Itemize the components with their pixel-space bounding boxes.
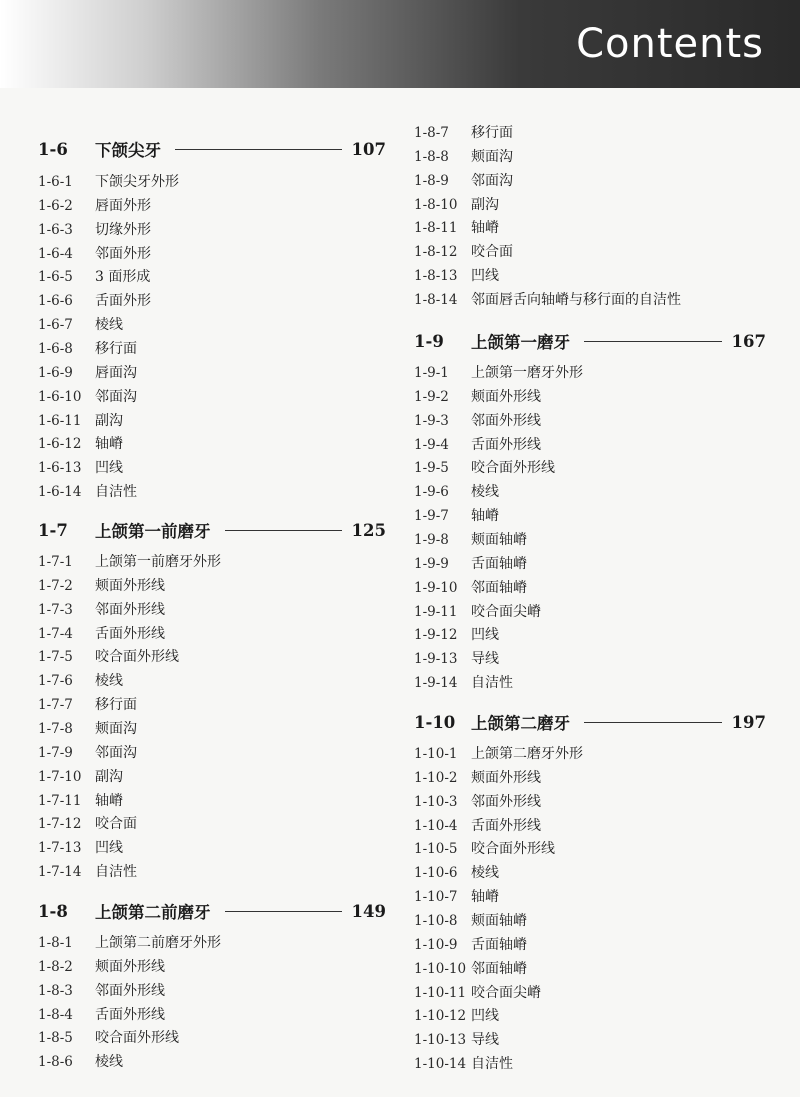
entry-number: 1-8-11 bbox=[414, 220, 458, 237]
entry-number: 1-8-3 bbox=[38, 982, 73, 999]
entry-number: 1-6-6 bbox=[38, 293, 73, 310]
entry-title: 舌面轴嵴 bbox=[471, 555, 527, 572]
toc-entry[interactable] bbox=[414, 385, 541, 409]
entry-number: 1-9-11 bbox=[414, 603, 458, 620]
toc-entry[interactable] bbox=[38, 409, 123, 433]
entry-title: 自洁性 bbox=[95, 864, 137, 880]
entry-title: 颊面外形线 bbox=[471, 769, 541, 786]
toc-entry[interactable] bbox=[414, 480, 499, 504]
entry-title: 邻面外形线 bbox=[95, 601, 165, 618]
entry-title: 咬合面 bbox=[95, 816, 137, 833]
toc-entry[interactable] bbox=[414, 1028, 499, 1052]
entry-title: 咬合面外形线 bbox=[471, 460, 555, 477]
toc-entry[interactable] bbox=[38, 265, 150, 289]
toc-entry[interactable] bbox=[38, 693, 137, 717]
toc-entry[interactable] bbox=[414, 766, 541, 790]
entry-title: 上颌第二前磨牙外形 bbox=[95, 935, 221, 951]
entry-title: 咬合面尖嵴 bbox=[471, 603, 541, 620]
toc-entry[interactable] bbox=[38, 385, 137, 409]
entry-title: 移行面 bbox=[95, 697, 137, 714]
entry-title: 邻面轴嵴 bbox=[471, 579, 527, 596]
toc-entry[interactable] bbox=[414, 504, 499, 528]
entry-title: 棱线 bbox=[95, 317, 123, 334]
entry-number: 1-7-4 bbox=[38, 625, 73, 642]
toc-entry[interactable] bbox=[38, 480, 137, 504]
toc-entry[interactable] bbox=[414, 1052, 513, 1076]
entry-title: 凹线 bbox=[471, 627, 499, 644]
toc-entry[interactable] bbox=[38, 836, 123, 860]
toc-entry[interactable] bbox=[38, 550, 221, 574]
entry-number: 1-9-8 bbox=[414, 532, 449, 548]
entry-title: 邻面沟 bbox=[95, 744, 137, 761]
toc-entry[interactable] bbox=[414, 456, 555, 480]
toc-entry[interactable] bbox=[414, 528, 527, 552]
leader-rule bbox=[225, 530, 342, 531]
entry-title: 棱线 bbox=[471, 865, 499, 882]
entry-title: 副沟 bbox=[95, 768, 123, 785]
entry-number: 1-6-1 bbox=[38, 174, 73, 190]
entry-title: 咬合面外形线 bbox=[471, 841, 555, 858]
toc-entry[interactable] bbox=[414, 600, 541, 624]
entry-title: 副沟 bbox=[95, 412, 123, 429]
toc-entry[interactable] bbox=[38, 645, 179, 669]
toc-entry[interactable] bbox=[38, 669, 123, 693]
toc-entry[interactable] bbox=[414, 885, 499, 909]
entry-number: 1-9-12 bbox=[414, 627, 458, 644]
toc-entry[interactable] bbox=[414, 981, 541, 1005]
section-title: 上颌第一前磨牙 bbox=[95, 522, 211, 541]
entry-title: 唇面沟 bbox=[95, 364, 137, 381]
toc-entry[interactable] bbox=[414, 121, 513, 145]
toc-entry[interactable] bbox=[38, 432, 123, 456]
entry-title: 颊面外形线 bbox=[95, 577, 165, 594]
toc-entry[interactable] bbox=[414, 361, 583, 385]
toc-entry[interactable] bbox=[38, 955, 165, 979]
toc-entry[interactable] bbox=[38, 313, 123, 337]
entry-title: 副沟 bbox=[471, 196, 499, 213]
toc-entry[interactable] bbox=[414, 861, 499, 885]
toc-entry[interactable] bbox=[414, 240, 513, 264]
toc-entry[interactable] bbox=[414, 1004, 499, 1028]
entry-number: 1-7-2 bbox=[38, 577, 73, 594]
entry-title: 自洁性 bbox=[95, 484, 137, 501]
section-1-8-heading[interactable] bbox=[38, 897, 386, 925]
toc-entry[interactable] bbox=[38, 598, 165, 622]
entry-number: 1-9-4 bbox=[414, 436, 449, 453]
entry-number: 1-9-14 bbox=[414, 675, 458, 691]
entry-number: 1-10-2 bbox=[414, 769, 458, 786]
entry-number: 1-9-1 bbox=[414, 365, 449, 381]
entry-title: 邻面外形线 bbox=[95, 982, 165, 999]
entry-number: 1-6-7 bbox=[38, 317, 73, 334]
toc-entry[interactable] bbox=[414, 814, 541, 838]
toc-entry[interactable] bbox=[414, 623, 499, 647]
entry-title: 3 面形成 bbox=[95, 269, 151, 286]
entry-title: 舌面轴嵴 bbox=[471, 936, 527, 953]
leader-rule bbox=[175, 149, 342, 150]
entry-number: 1-10-9 bbox=[414, 936, 458, 953]
entry-title: 凹线 bbox=[471, 1008, 499, 1025]
entry-title: 凹线 bbox=[95, 460, 123, 477]
entry-number: 1-8-1 bbox=[38, 935, 73, 951]
toc-entry[interactable] bbox=[414, 169, 513, 193]
entry-number: 1-9-9 bbox=[414, 555, 449, 572]
toc-entry[interactable] bbox=[414, 957, 527, 981]
entry-number: 1-10-1 bbox=[414, 746, 458, 762]
entry-title: 邻面外形 bbox=[95, 245, 151, 262]
section-page-number: 149 bbox=[351, 901, 386, 921]
section-number: 1-10 bbox=[414, 712, 456, 732]
toc-entry[interactable] bbox=[38, 860, 137, 884]
toc-entry[interactable] bbox=[414, 552, 527, 576]
toc-entry[interactable] bbox=[38, 1026, 179, 1050]
leader-rule bbox=[584, 341, 722, 342]
entry-number: 1-10-13 bbox=[414, 1032, 467, 1049]
toc-entry[interactable] bbox=[414, 933, 527, 957]
entry-title: 邻面外形线 bbox=[471, 412, 541, 429]
section-title: 上颌第一磨牙 bbox=[471, 333, 570, 352]
entry-number: 1-6-2 bbox=[38, 197, 73, 214]
entry-title: 棱线 bbox=[95, 673, 123, 690]
entry-title: 咬合面尖嵴 bbox=[471, 984, 541, 1001]
toc-entry[interactable] bbox=[38, 765, 123, 789]
entry-number: 1-8-13 bbox=[414, 268, 458, 285]
entry-number: 1-8-2 bbox=[38, 958, 73, 975]
entry-number: 1-6-12 bbox=[38, 436, 82, 453]
toc-entry[interactable] bbox=[38, 622, 165, 646]
entry-title: 轴嵴 bbox=[95, 436, 123, 453]
entry-title: 颊面沟 bbox=[95, 721, 137, 737]
toc-entry[interactable] bbox=[414, 790, 541, 814]
entry-number: 1-6-10 bbox=[38, 388, 82, 405]
entry-title: 邻面轴嵴 bbox=[471, 960, 527, 977]
entry-number: 1-8-7 bbox=[414, 125, 449, 141]
entry-title: 轴嵴 bbox=[471, 889, 499, 906]
entry-title: 颊面轴嵴 bbox=[471, 532, 527, 548]
toc-entry[interactable] bbox=[38, 979, 165, 1003]
entry-number: 1-6-5 bbox=[38, 269, 73, 286]
entry-number: 1-6-8 bbox=[38, 341, 73, 357]
entry-number: 1-8-9 bbox=[414, 172, 449, 189]
toc-entry[interactable] bbox=[414, 647, 499, 671]
toc-entry[interactable] bbox=[414, 742, 583, 766]
toc-entry[interactable] bbox=[414, 264, 499, 288]
entry-title: 颊面外形线 bbox=[95, 958, 165, 975]
toc-entry[interactable] bbox=[38, 574, 165, 598]
entry-title: 舌面外形 bbox=[95, 293, 151, 310]
section-page-number: 197 bbox=[731, 712, 766, 732]
entry-number: 1-10-5 bbox=[414, 841, 458, 858]
entry-title: 移行面 bbox=[95, 341, 137, 357]
entry-number: 1-8-6 bbox=[38, 1054, 73, 1071]
entry-number: 1-10-6 bbox=[414, 865, 458, 882]
entry-number: 1-7-7 bbox=[38, 697, 73, 714]
toc-entry[interactable] bbox=[414, 576, 527, 600]
entry-title: 咬合面外形线 bbox=[95, 649, 179, 666]
entry-number: 1-9-6 bbox=[414, 484, 449, 501]
entry-number: 1-9-3 bbox=[414, 412, 449, 429]
section-1-10-heading[interactable] bbox=[414, 708, 766, 736]
toc-entry[interactable] bbox=[414, 193, 499, 217]
toc-entry[interactable] bbox=[38, 194, 151, 218]
entry-number: 1-10-14 bbox=[414, 1056, 467, 1072]
toc-entry[interactable] bbox=[38, 789, 123, 813]
entry-number: 1-6-14 bbox=[38, 484, 82, 501]
entry-title: 舌面外形线 bbox=[95, 625, 165, 642]
entry-number: 1-9-2 bbox=[414, 388, 449, 405]
section-number: 1-8 bbox=[38, 901, 68, 921]
entry-number: 1-10-3 bbox=[414, 793, 458, 810]
entry-title: 舌面外形线 bbox=[471, 436, 541, 453]
entry-number: 1-8-4 bbox=[38, 1006, 73, 1023]
section-number: 1-6 bbox=[38, 139, 68, 159]
entry-number: 1-7-12 bbox=[38, 816, 82, 833]
entry-number: 1-6-13 bbox=[38, 460, 82, 477]
toc-entry[interactable] bbox=[414, 145, 513, 169]
entry-number: 1-6-9 bbox=[38, 364, 73, 381]
entry-title: 邻面唇舌向轴嵴与移行面的自洁性 bbox=[471, 292, 681, 308]
entry-title: 自洁性 bbox=[471, 675, 513, 691]
entry-title: 颊面外形线 bbox=[471, 388, 541, 405]
toc-entry[interactable] bbox=[414, 671, 513, 695]
entry-title: 导线 bbox=[471, 1032, 499, 1049]
entry-number: 1-10-7 bbox=[414, 889, 458, 906]
entry-number: 1-7-3 bbox=[38, 601, 73, 618]
entry-title: 颊面沟 bbox=[471, 148, 513, 165]
section-title: 上颌第二前磨牙 bbox=[95, 903, 211, 922]
entry-title: 移行面 bbox=[471, 125, 513, 141]
entry-number: 1-9-10 bbox=[414, 579, 458, 596]
toc-entry[interactable] bbox=[38, 931, 221, 955]
toc-entry[interactable] bbox=[414, 837, 555, 861]
entry-number: 1-8-10 bbox=[414, 196, 458, 213]
entry-title: 下颌尖牙外形 bbox=[95, 174, 179, 190]
entry-title: 咬合面外形线 bbox=[95, 1030, 179, 1047]
entry-title: 轴嵴 bbox=[471, 508, 499, 525]
entry-number: 1-9-13 bbox=[414, 651, 458, 668]
toc-entry[interactable] bbox=[414, 909, 527, 933]
section-1-9-heading[interactable] bbox=[414, 327, 766, 355]
page-title: Contents bbox=[576, 21, 764, 67]
toc-entry[interactable] bbox=[38, 170, 179, 194]
toc-entry[interactable] bbox=[38, 337, 137, 361]
entry-number: 1-7-13 bbox=[38, 840, 82, 857]
entry-number: 1-7-5 bbox=[38, 649, 73, 666]
entry-title: 舌面外形线 bbox=[95, 1006, 165, 1023]
leader-rule bbox=[584, 722, 722, 723]
entry-title: 棱线 bbox=[95, 1054, 123, 1071]
entry-title: 上颌第一前磨牙外形 bbox=[95, 554, 221, 570]
section-number: 1-7 bbox=[38, 520, 68, 540]
entry-number: 1-6-3 bbox=[38, 221, 73, 238]
entry-number: 1-9-7 bbox=[414, 508, 449, 525]
toc-entry[interactable] bbox=[38, 717, 137, 741]
entry-title: 颊面轴嵴 bbox=[471, 913, 527, 929]
entry-title: 凹线 bbox=[471, 268, 499, 285]
toc-entry[interactable] bbox=[414, 433, 541, 457]
entry-title: 上颌第一磨牙外形 bbox=[471, 365, 583, 381]
toc-entry[interactable] bbox=[38, 1050, 123, 1074]
entry-number: 1-6-11 bbox=[38, 412, 82, 429]
toc-entry[interactable] bbox=[414, 409, 541, 433]
entry-title: 咬合面 bbox=[471, 244, 513, 261]
entry-title: 轴嵴 bbox=[471, 220, 499, 237]
section-1-7-heading[interactable] bbox=[38, 516, 386, 544]
entry-number: 1-8-5 bbox=[38, 1030, 73, 1047]
entry-number: 1-10-11 bbox=[414, 984, 467, 1001]
section-page-number: 107 bbox=[351, 139, 386, 159]
entry-number: 1-8-12 bbox=[414, 244, 458, 261]
entry-title: 上颌第二磨牙外形 bbox=[471, 746, 583, 762]
section-title: 上颌第二磨牙 bbox=[471, 714, 570, 733]
section-page-number: 167 bbox=[731, 331, 766, 351]
entry-number: 1-10-8 bbox=[414, 913, 458, 929]
entry-title: 切缘外形 bbox=[95, 221, 151, 238]
entry-number: 1-6-4 bbox=[38, 245, 73, 262]
entry-title: 导线 bbox=[471, 651, 499, 668]
entry-number: 1-7-1 bbox=[38, 554, 73, 570]
section-page-number: 125 bbox=[351, 520, 386, 540]
entry-number: 1-7-9 bbox=[38, 744, 73, 761]
toc-entry[interactable] bbox=[38, 361, 137, 385]
entry-number: 1-7-6 bbox=[38, 673, 73, 690]
entry-number: 1-10-12 bbox=[414, 1008, 467, 1025]
entry-title: 棱线 bbox=[471, 484, 499, 501]
entry-title: 邻面外形线 bbox=[471, 793, 541, 810]
entry-number: 1-7-8 bbox=[38, 721, 73, 737]
entry-title: 邻面沟 bbox=[471, 172, 513, 189]
entry-title: 凹线 bbox=[95, 840, 123, 857]
section-1-6-heading[interactable] bbox=[38, 135, 386, 163]
entry-number: 1-9-5 bbox=[414, 460, 449, 477]
toc-entry[interactable] bbox=[38, 218, 151, 242]
toc-entry[interactable] bbox=[38, 741, 137, 765]
toc-entry[interactable] bbox=[38, 242, 151, 266]
toc-entry[interactable] bbox=[414, 216, 499, 240]
entry-title: 唇面外形 bbox=[95, 197, 151, 214]
entry-number: 1-7-14 bbox=[38, 864, 82, 880]
leader-rule bbox=[225, 911, 342, 912]
entry-title: 轴嵴 bbox=[95, 792, 123, 809]
section-number: 1-9 bbox=[414, 331, 444, 351]
toc-entry[interactable] bbox=[38, 812, 137, 836]
entry-number: 1-7-10 bbox=[38, 768, 82, 785]
toc-entry[interactable] bbox=[38, 289, 151, 313]
section-title: 下颌尖牙 bbox=[95, 141, 161, 160]
entry-number: 1-10-4 bbox=[414, 817, 458, 834]
entry-number: 1-8-14 bbox=[414, 292, 458, 308]
entry-number: 1-8-8 bbox=[414, 148, 449, 165]
entry-number: 1-10-10 bbox=[414, 960, 467, 977]
entry-number: 1-7-11 bbox=[38, 792, 82, 809]
toc-entry[interactable] bbox=[414, 288, 681, 312]
toc-entry[interactable] bbox=[38, 1003, 165, 1027]
entry-title: 自洁性 bbox=[471, 1056, 513, 1072]
page-header bbox=[0, 0, 800, 88]
toc-entry[interactable] bbox=[38, 456, 123, 480]
entry-title: 舌面外形线 bbox=[471, 817, 541, 834]
entry-title: 邻面沟 bbox=[95, 388, 137, 405]
